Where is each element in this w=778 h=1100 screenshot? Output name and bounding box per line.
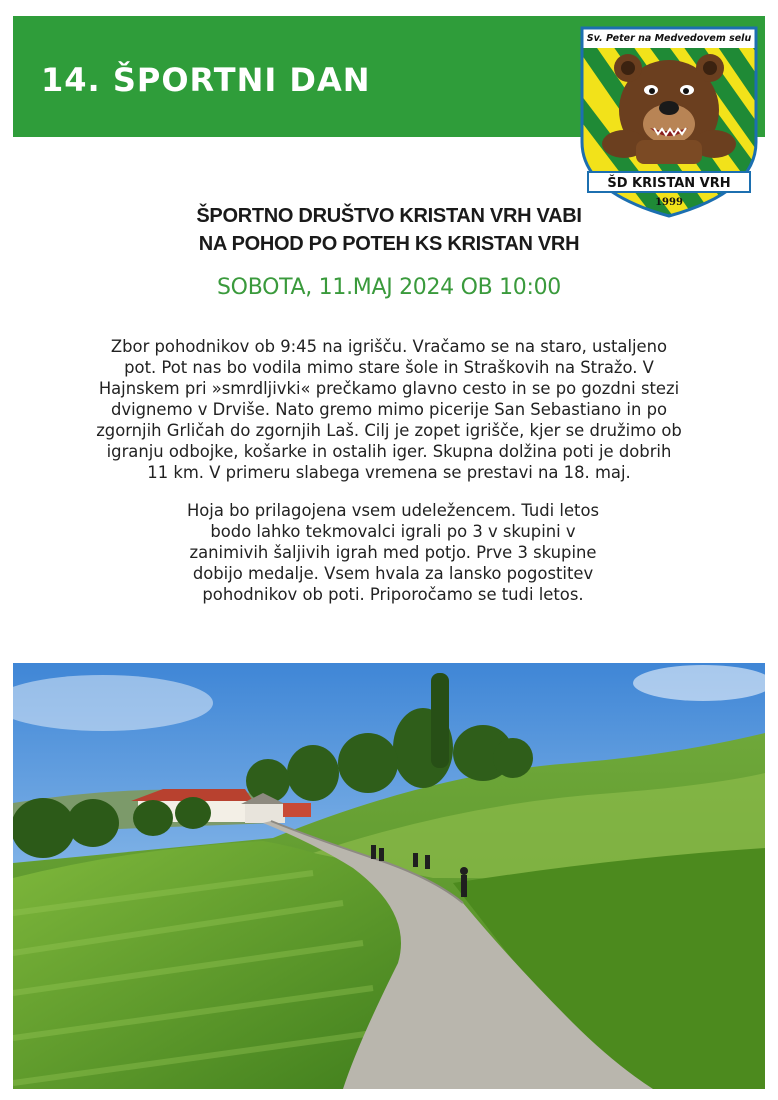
page-title: 14. ŠPORTNI DAN: [41, 61, 371, 99]
logo-year: 1999: [655, 197, 683, 208]
paragraph-games: [138, 500, 648, 605]
paragraph-line: dobijo medalje. Vsem hvala za lansko pogostitev: [192, 564, 594, 583]
paragraph-line: Hoja bo prilagojena vsem udeležencem. Tudi letos: [186, 501, 600, 520]
paragraph-line: zanimivih šaljivih igrah med potjo. Prve 3 skupine: [189, 543, 597, 562]
logo-arc-text: Sv. Peter na Medvedovem selu: [586, 33, 752, 44]
paragraph-line: zgornjih Grličah do zgornjih Laš. Cilj je zopet igrišče, kjer se družimo ob: [96, 421, 682, 440]
landscape-photo: [13, 663, 765, 1089]
heading-line-2: NA POHOD PO POTEH KS KRISTAN VRH: [198, 233, 580, 255]
event-date: SOBOTA, 11.MAJ 2024 OB 10:00: [217, 275, 561, 300]
bear-mascot-icon: [602, 54, 736, 164]
paragraph-line: igranju odbojke, košarke in ostalih iger. Skupna dolžina poti je dobrih: [106, 442, 672, 461]
invitation-heading: [0, 202, 778, 258]
paragraph-line: Zbor pohodnikov ob 9:45 na igrišču. Vračamo se na staro, ustaljeno: [110, 337, 668, 356]
paragraph-line: bodo lahko tekmovalci igrali po 3 v skupini v: [210, 522, 576, 541]
paragraph-line: dvignemo v Drviše. Nato gremo mimo picerije San Sebastiano in po: [110, 400, 668, 419]
paragraph-line: pot. Pot nas bo vodila mimo stare šole in Straškovih na Stražo. V: [124, 358, 654, 377]
club-logo: [576, 22, 762, 220]
paragraph-line: Hajnskem pri »smrdljivki« prečkamo glavno cesto in se po gozdni stezi: [98, 379, 680, 398]
paragraph-line: 11 km. V primeru slabega vremena se prestavi na 18. maj.: [147, 463, 631, 482]
logo-ribbon-text: ŠD KRISTAN VRH: [607, 176, 731, 191]
heading-line-1: ŠPORTNO DRUŠTVO KRISTAN VRH VABI: [196, 205, 582, 227]
paragraph-route: [40, 336, 738, 483]
paragraph-line: pohodnikov ob poti. Priporočamo se tudi letos.: [202, 585, 584, 604]
